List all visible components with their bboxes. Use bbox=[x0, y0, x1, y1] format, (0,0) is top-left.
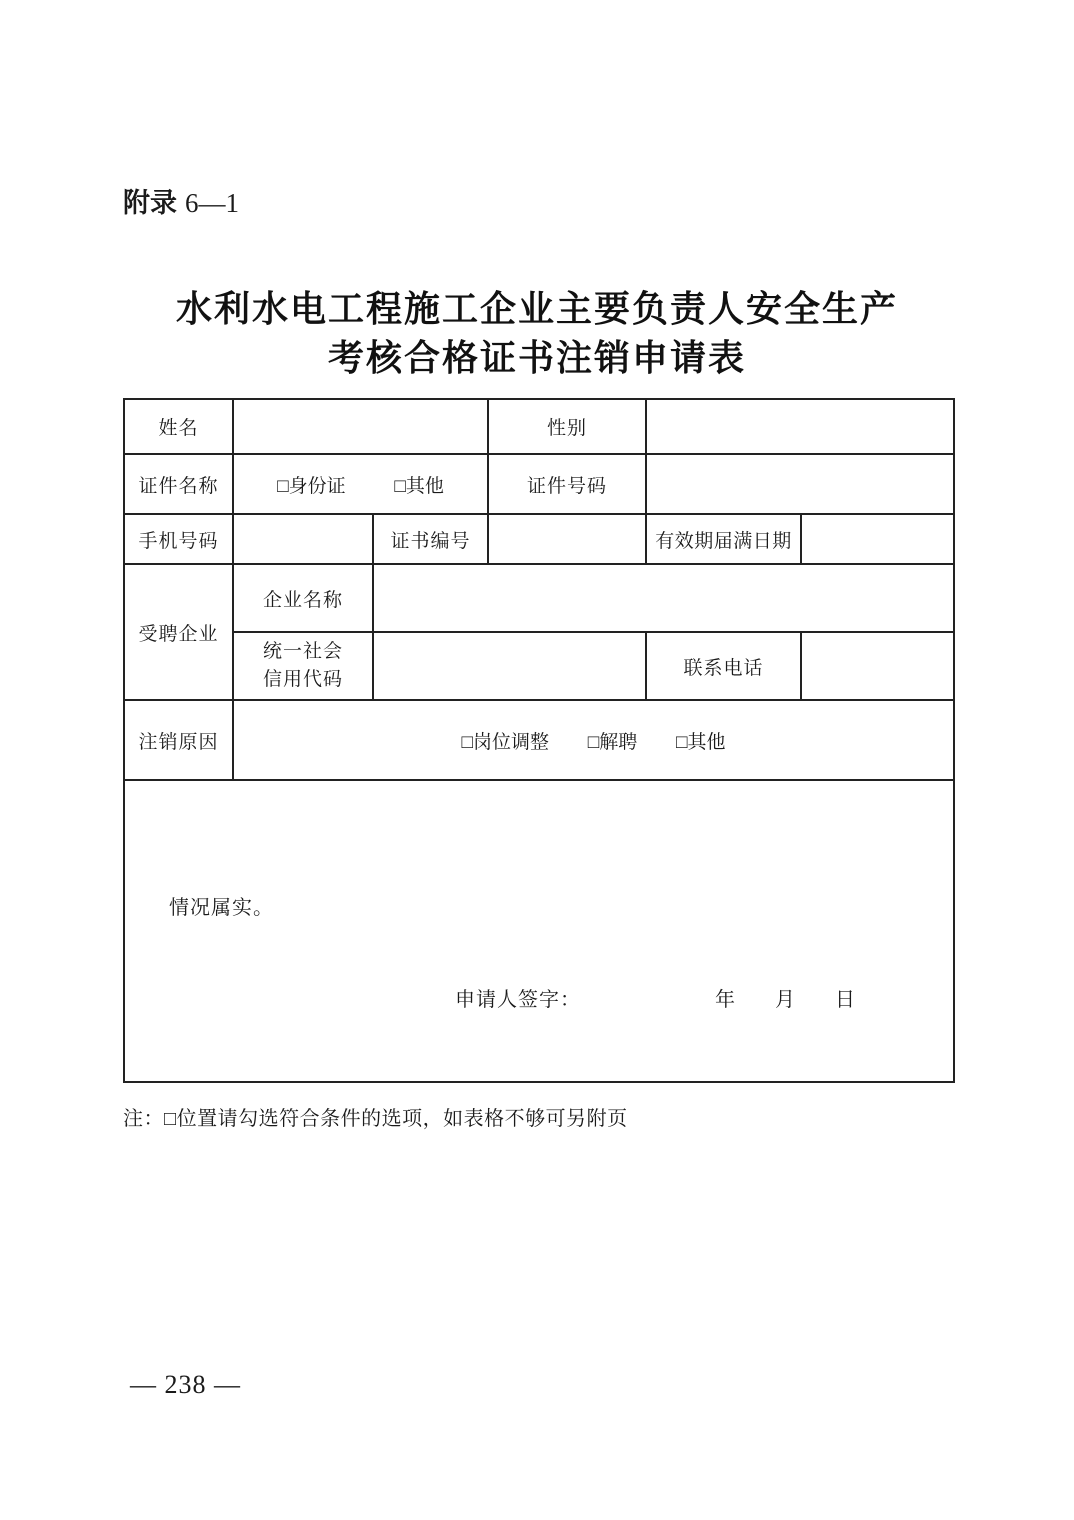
appendix-prefix: 附录 bbox=[123, 188, 177, 218]
gender-value-cell bbox=[646, 399, 954, 454]
option-dismissal bbox=[588, 727, 638, 754]
option-id-card bbox=[277, 471, 346, 498]
company-name-label: 企业名称 bbox=[233, 564, 373, 632]
appendix-label bbox=[123, 181, 239, 220]
row-cancel-reason bbox=[124, 700, 954, 780]
name-value-cell bbox=[233, 399, 488, 454]
credit-code-value-cell bbox=[373, 632, 646, 700]
option-dismissal-label: 解聘 bbox=[599, 731, 638, 753]
doc-name-label: 证件名称 bbox=[124, 454, 233, 514]
row-declaration bbox=[124, 780, 954, 1082]
cert-no-value-cell bbox=[488, 514, 646, 564]
form-title bbox=[0, 284, 1074, 382]
declaration-statement: 情况属实。 bbox=[169, 897, 274, 919]
cert-no-label: 证书编号 bbox=[373, 514, 488, 564]
form-title-line2: 考核合格证书注销申请表 bbox=[327, 337, 746, 378]
form-title-line1: 水利水电工程施工企业主要负责人安全生产 bbox=[175, 288, 898, 329]
option-reason-other bbox=[676, 727, 726, 754]
row-name-gender bbox=[124, 399, 954, 454]
signature-label: 申请人签字： bbox=[455, 989, 581, 1011]
contact-phone-label: 联系电话 bbox=[646, 632, 801, 700]
option-doc-other bbox=[394, 471, 444, 498]
application-form-table bbox=[123, 398, 955, 1083]
gender-label: 性别 bbox=[488, 399, 646, 454]
expiry-value-cell bbox=[801, 514, 954, 564]
row-document bbox=[124, 454, 954, 514]
company-name-value-cell bbox=[373, 564, 954, 632]
mobile-value-cell bbox=[233, 514, 373, 564]
option-doc-other-label: 其他 bbox=[405, 475, 444, 497]
doc-number-value-cell bbox=[646, 454, 954, 514]
checkbox-icon: □ bbox=[676, 731, 688, 753]
option-reason-other-label: 其他 bbox=[687, 731, 726, 753]
credit-code-label-line2: 信用代码 bbox=[262, 669, 343, 690]
year-label: 年 bbox=[715, 989, 735, 1011]
day-label: 日 bbox=[835, 989, 855, 1011]
reason-label: 注销原因 bbox=[124, 700, 233, 780]
option-post-change-label: 岗位调整 bbox=[472, 731, 549, 753]
contact-phone-value-cell bbox=[801, 632, 954, 700]
reason-options-cell bbox=[233, 700, 954, 780]
row-phone-cert bbox=[124, 514, 954, 564]
month-label: 月 bbox=[775, 989, 795, 1011]
name-label: 姓名 bbox=[124, 399, 233, 454]
checkbox-icon: □ bbox=[277, 475, 289, 497]
checkbox-icon: □ bbox=[394, 475, 406, 497]
declaration-cell bbox=[124, 780, 954, 1082]
date-line bbox=[715, 983, 855, 1012]
row-company-name bbox=[124, 564, 954, 632]
expiry-label: 有效期届满日期 bbox=[646, 514, 801, 564]
appendix-number: 6—1 bbox=[185, 188, 239, 218]
employer-label: 受聘企业 bbox=[124, 564, 233, 700]
checkbox-icon: □ bbox=[461, 731, 473, 753]
credit-code-label bbox=[233, 632, 373, 700]
option-id-card-label: 身份证 bbox=[288, 475, 346, 497]
checkbox-icon: □ bbox=[587, 731, 600, 753]
doc-type-options-cell bbox=[233, 454, 488, 514]
credit-code-label-line1: 统一社会 bbox=[262, 641, 343, 662]
option-post-change bbox=[462, 727, 550, 754]
page-number: — 238 — bbox=[130, 1370, 241, 1399]
doc-number-label: 证件号码 bbox=[488, 454, 646, 514]
row-credit-code bbox=[124, 632, 954, 700]
footnote: 注：□位置请勾选符合条件的选项，如表格不够可另附页 bbox=[123, 1108, 628, 1130]
mobile-label: 手机号码 bbox=[124, 514, 233, 564]
